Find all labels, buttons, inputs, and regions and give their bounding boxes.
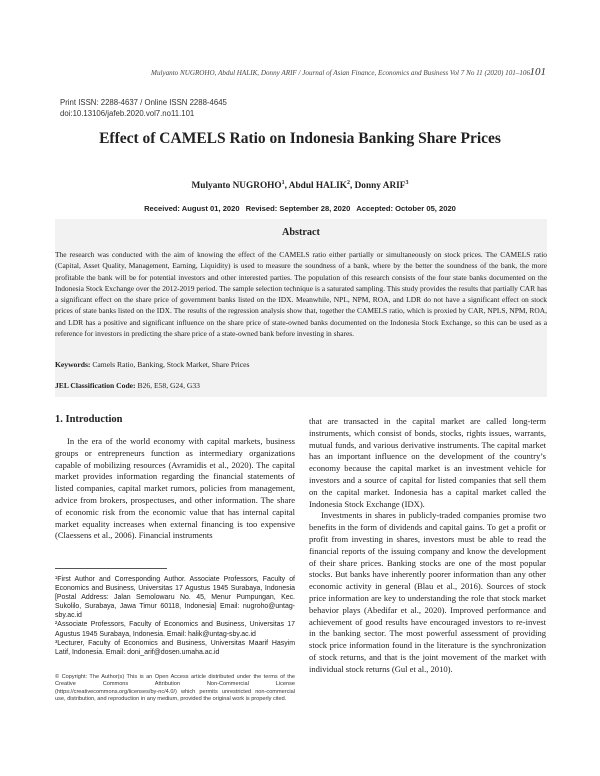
doi-line: doi:10.13106/jafeb.2020.vol7.no11.101 xyxy=(60,109,195,118)
accepted-date: Accepted: October 05, 2020 xyxy=(356,204,456,213)
author-affiliation-marker: 1 xyxy=(281,180,285,186)
revised-date: Revised: September 28, 2020 xyxy=(245,204,351,213)
keywords-line xyxy=(55,360,547,369)
author-list xyxy=(40,180,560,191)
keywords-label: Keywords: xyxy=(55,360,91,369)
jel-label: JEL Classification Code: xyxy=(55,381,136,390)
right-column-body xyxy=(309,416,546,676)
keywords-value: Camels Ratio, Banking, Stock Market, Share Prices xyxy=(92,360,250,369)
author-name: Mulyanto NUGROHO xyxy=(191,181,282,192)
left-column-body xyxy=(55,436,295,542)
footnotes xyxy=(55,575,295,657)
author-separator: , xyxy=(284,181,289,192)
page-number: 101 xyxy=(529,66,546,78)
author-separator: , xyxy=(349,181,355,192)
footnote-1: ¹First Author and Corresponding Author. Associate Professors, Faculty of Economics and Business, Universitas 17 Agustus 1945 Surabaya, Indonesia [Postal Address: Jalan Semolowaru No. 45, Menur Pumpungan, Kec. Sukolilo, Surabaya, Jawa Timur 60118, Indonesia] Email: nugroho@untag-sby.ac.id xyxy=(55,576,295,620)
section-heading-introduction: 1. Introduction xyxy=(55,414,123,425)
jel-value: B26, E58, G24, G33 xyxy=(137,381,200,390)
footnote-2: ²Associate Professors, Faculty of Economics and Business, Universitas 17 Agustus 1945 Surabaya, Indonesia. Email: halik@untag-sby.ac.id xyxy=(55,621,295,638)
author-affiliation-marker: 2 xyxy=(346,180,350,186)
author-name: Donny ARIF xyxy=(354,181,406,192)
author-name: Abdul HALIK xyxy=(288,181,347,192)
abstract-heading: Abstract xyxy=(282,227,320,238)
jel-line xyxy=(55,381,547,390)
author-affiliation-marker: 3 xyxy=(405,180,409,186)
issn-line: Print ISSN: 2288-4637 / Online ISSN 2288-4645 xyxy=(60,98,227,107)
running-header: Mulyanto NUGROHO, Abdul HALIK, Donny ARIF / Journal of Asian Finance, Economics and Business Vol 7 No 11 (2020) 101–106 xyxy=(151,69,530,77)
copyright-notice: © Copyright: The Author(s) This is an Open Access article distributed under the terms of the Creative Commons Attribution Non-Commercial License (https://creativecommons.org/licenses/by-nc/4.0/) which permits unrestricted non-commercial use, distribution, and reproduction in any medium, provided the original work is properly cited. xyxy=(55,674,295,702)
submission-dates xyxy=(40,204,560,213)
abstract-text: The research was conducted with the aim of knowing the effect of the CAMELS ratio either partially or simultaneously on stock prices. The CAMELS ratio (Capital, Asset Quality, Management, Earning, Liquidity) is used to measure the soundness of a bank, where by the better the soundness of the bank, the more profitable the bank will be for potential investors and other interested parties. The population of this research consists of the four state banks documented on the Indonesia Stock Exchange over the 2012-2019 period. The sample selection technique is a saturated sampling. This study provides the results that partially CAR has a significant effect on the share price of government banks listed on the IDX. Meanwhile, NPL, NPM, ROA, and LDR do not have a significant effect on stock prices of state banks listed on the IDX. The results of the regression analysis show that, together the CAMELS ratio, which is proxied by CAR, NPLS, NPM, ROA, and LDR has a positive and significant influence on the share price of state-owned banks documented on the Indonesia Stock Exchange, so this can be used as a reference for investors in predicting the share price of a state-owned bank before investing in shares. xyxy=(55,250,547,339)
body-paragraph: Investments in shares in publicly-traded companies promise two benefits in the form of dividends and capital gains. To get a profit or profit from investing in shares, investors must be able to read the financial reports of the issuing company and know the development of their share prices. Banking stocks are one of the most popular stocks. But banks have inherently poorer information than any other economic activity in general (Blau et al., 2016). Sources of stock price information are key to understanding the role that stock market behavior plays (Abedifar et al., 2020). Improved performance and achievement of good results have encouraged investors to re-invest in the banking sector. The most powerful assessment of providing stock price information found in the literature is the synchronization of stock returns, and that is the joint movement of the market with individual stock returns (Gul et al., 2010). xyxy=(309,510,546,674)
body-paragraph: that are transacted in the capital market are called long-term instruments, which consist of bonds, stocks, rights issues, warrants, mutual funds, and various derivative instruments. The capital market has an important influence on the development of the country’s economy because the capital market is an investment vehicle for investors and a source of capital for listed companies that sell them on the capital market. Indonesia has a capital market called the Indonesia Stock Exchange (IDX). xyxy=(309,416,546,509)
paper-title: Effect of CAMELS Ratio on Indonesia Banking Share Prices xyxy=(99,130,501,147)
footnote-divider xyxy=(55,568,167,569)
footnote-3: ³Lecturer, Faculty of Economics and Business, Universitas Maarif Hasyim Latif, Indonesia. Email: doni_arif@dosen.umaha.ac.id xyxy=(55,639,295,656)
body-paragraph: In the era of the world economy with capital markets, business groups or entrepreneurs function as intermediary organizations capable of mobilizing resources (Avramidis et al., 2020). The capital market provides information regarding the financial statements of listed companies, capital market rumors, policies from management, advice from brokers, prospectuses, and other information. The share of economic risk from the economic value that has internal capital market equality increases when external financing is too expensive (Claessens et al., 2006). Financial instruments xyxy=(55,436,295,541)
received-date: Received: August 01, 2020 xyxy=(144,204,240,213)
